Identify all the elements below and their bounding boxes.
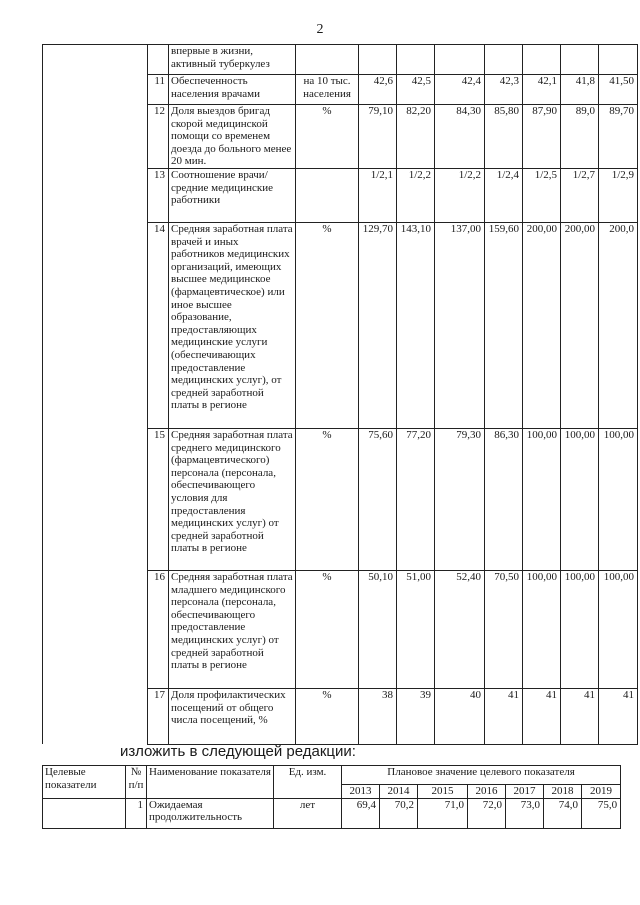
cell-value <box>435 45 485 75</box>
cell-value: 100,00 <box>561 428 599 570</box>
header-year: 2016 <box>468 785 506 799</box>
cell-unit: % <box>296 688 359 744</box>
header-year: 2013 <box>342 785 380 799</box>
cell-name: Средняя заработная плата врачей и иных работников медицинских организаций, имеющих высшее медицинское (фармацевтическое) или иное высшее образование, предоставляющих медицинские услуги (обеспечивающих предоставление медицинских услуг), от средней заработной платы в регионе <box>169 222 296 428</box>
header-year: 2017 <box>506 785 544 799</box>
cell-name: Соотношение врачи/средние медицинские работники <box>169 168 296 222</box>
cell-value: 42,1 <box>523 75 561 105</box>
cell-name: Средняя заработная плата младшего медицинского персонала (персонала, обеспечивающего предоставление медицинских услуг) от средней заработной платы в регионе <box>169 570 296 688</box>
cell-name: Средняя заработная плата среднего медицинского (фармацевтического) персонала (персонала, обеспечивающего условия для предоставления медицинских услуг) от средней заработной платы в регионе <box>169 428 296 570</box>
cell-unit <box>296 45 359 75</box>
cell-value: 84,30 <box>435 105 485 169</box>
cell-value: 1/2,5 <box>523 168 561 222</box>
cell-value: 39 <box>397 688 435 744</box>
cell-value: 1/2,1 <box>359 168 397 222</box>
cell-unit <box>296 168 359 222</box>
table-row <box>43 222 638 428</box>
table-row <box>43 105 638 169</box>
table-row <box>43 688 638 744</box>
cell-value: 75,0 <box>582 798 621 828</box>
cell-num: 16 <box>148 570 169 688</box>
cell-name: Обеспеченность населения врачами <box>169 75 296 105</box>
cell-value <box>599 45 638 75</box>
page-number: 2 <box>316 22 324 37</box>
cell-value: 41 <box>485 688 523 744</box>
cell-value: 100,00 <box>599 428 638 570</box>
cell-value: 129,70 <box>359 222 397 428</box>
cell-unit: % <box>296 222 359 428</box>
cell-name: Доля профилактических посещений от общего числа посещений, % <box>169 688 296 744</box>
header-year: 2014 <box>380 785 418 799</box>
cell-value: 200,0 <box>599 222 638 428</box>
cell-value: 40 <box>435 688 485 744</box>
header-unit: Ед. изм. <box>274 766 342 799</box>
cell-num: 13 <box>148 168 169 222</box>
cell-num: 17 <box>148 688 169 744</box>
cell-value: 41,8 <box>561 75 599 105</box>
cell-value: 1/2,4 <box>485 168 523 222</box>
cell-value: 41,50 <box>599 75 638 105</box>
cell-value <box>561 45 599 75</box>
table-row <box>43 75 638 105</box>
cell-value: 52,40 <box>435 570 485 688</box>
cell-targets <box>43 798 126 828</box>
cell-num: 12 <box>148 105 169 169</box>
cell-targets <box>43 168 148 222</box>
cell-name: Ожидаемая продолжительность <box>147 798 274 828</box>
cell-value: 41 <box>561 688 599 744</box>
cell-value: 38 <box>359 688 397 744</box>
header-year: 2015 <box>418 785 468 799</box>
header-num: № п/п <box>126 766 147 799</box>
cell-unit: % <box>296 428 359 570</box>
caption-new-wording: изложить в следующей редакции: <box>120 743 356 760</box>
cell-value: 200,00 <box>523 222 561 428</box>
indicators-table-new <box>42 765 621 829</box>
cell-value <box>485 45 523 75</box>
cell-num: 1 <box>126 798 147 828</box>
cell-value: 1/2,2 <box>397 168 435 222</box>
cell-value <box>359 45 397 75</box>
cell-targets <box>43 222 148 428</box>
header-name: Наименование показателя <box>147 766 274 799</box>
cell-value: 51,00 <box>397 570 435 688</box>
cell-targets <box>43 105 148 169</box>
cell-value: 50,10 <box>359 570 397 688</box>
cell-unit: лет <box>274 798 342 828</box>
cell-value: 100,00 <box>523 570 561 688</box>
cell-value: 79,10 <box>359 105 397 169</box>
cell-num: 11 <box>148 75 169 105</box>
cell-name: впервые в жизни, активный туберкулез <box>169 45 296 75</box>
cell-value <box>397 45 435 75</box>
table-row <box>43 570 638 688</box>
cell-value: 100,00 <box>599 570 638 688</box>
cell-targets <box>43 75 148 105</box>
cell-num: 14 <box>148 222 169 428</box>
cell-unit: на 10 тыс. населения <box>296 75 359 105</box>
header-year: 2018 <box>544 785 582 799</box>
table-row <box>43 168 638 222</box>
cell-value: 42,4 <box>435 75 485 105</box>
cell-targets <box>43 45 148 75</box>
cell-value: 73,0 <box>506 798 544 828</box>
cell-value: 86,30 <box>485 428 523 570</box>
header-row <box>43 766 621 785</box>
header-plan: Плановое значение целевого показателя <box>342 766 621 785</box>
cell-value: 41 <box>599 688 638 744</box>
cell-value: 1/2,7 <box>561 168 599 222</box>
cell-value: 1/2,9 <box>599 168 638 222</box>
header-year: 2019 <box>582 785 621 799</box>
cell-value: 137,00 <box>435 222 485 428</box>
cell-value <box>523 45 561 75</box>
cell-value: 42,6 <box>359 75 397 105</box>
cell-name: Доля выездов бригад скорой медицинской помощи со временем доезда до больного менее 20 мин. <box>169 105 296 169</box>
cell-value: 89,0 <box>561 105 599 169</box>
cell-value: 72,0 <box>468 798 506 828</box>
table-row <box>43 45 638 75</box>
cell-num: 15 <box>148 428 169 570</box>
cell-value: 200,00 <box>561 222 599 428</box>
cell-value: 85,80 <box>485 105 523 169</box>
cell-value: 70,50 <box>485 570 523 688</box>
cell-value: 1/2,2 <box>435 168 485 222</box>
cell-value: 69,4 <box>342 798 380 828</box>
cell-value: 159,60 <box>485 222 523 428</box>
cell-value: 100,00 <box>523 428 561 570</box>
cell-value: 75,60 <box>359 428 397 570</box>
cell-value: 89,70 <box>599 105 638 169</box>
cell-value: 41 <box>523 688 561 744</box>
cell-value: 42,3 <box>485 75 523 105</box>
cell-value: 42,5 <box>397 75 435 105</box>
cell-value: 82,20 <box>397 105 435 169</box>
cell-value: 100,00 <box>561 570 599 688</box>
cell-value: 70,2 <box>380 798 418 828</box>
cell-value: 74,0 <box>544 798 582 828</box>
cell-value: 143,10 <box>397 222 435 428</box>
cell-value: 71,0 <box>418 798 468 828</box>
cell-value: 77,20 <box>397 428 435 570</box>
cell-targets <box>43 428 148 570</box>
cell-unit: % <box>296 570 359 688</box>
cell-value: 79,30 <box>435 428 485 570</box>
table-row <box>43 428 638 570</box>
cell-targets <box>43 688 148 744</box>
header-targets: Целевые показатели <box>43 766 126 799</box>
cell-num <box>148 45 169 75</box>
cell-unit: % <box>296 105 359 169</box>
cell-targets <box>43 570 148 688</box>
indicators-table-continued <box>42 44 638 745</box>
table-row <box>43 798 621 828</box>
cell-value: 87,90 <box>523 105 561 169</box>
